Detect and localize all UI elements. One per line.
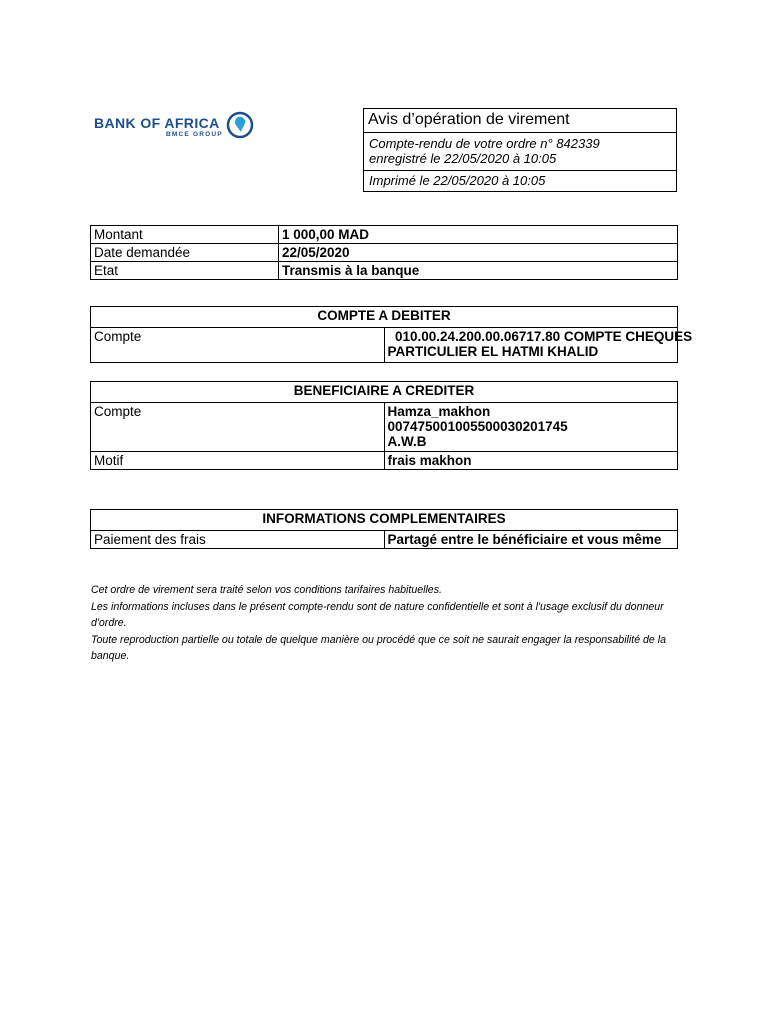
beneficiary-table (90, 381, 678, 470)
beneficiary-name: Hamza_makhon (387, 404, 491, 419)
table-row (91, 226, 678, 244)
order-number-line: Compte-rendu de votre ordre n° 842339 (369, 136, 600, 151)
status-label: Etat (91, 262, 279, 280)
order-registered-line: enregistré le 22/05/2020 à 10:05 (369, 151, 557, 166)
debit-account-label: Compte (91, 328, 385, 363)
table-row (91, 452, 678, 470)
fees-label: Paiement des frais (91, 531, 385, 549)
order-info (364, 133, 676, 171)
table-row (91, 244, 678, 262)
debit-account-table (90, 306, 693, 363)
bank-logo (94, 108, 264, 142)
motif-value: frais makhon (384, 452, 678, 470)
operation-header-box (363, 108, 677, 192)
summary-table (90, 225, 678, 280)
date-label: Date demandée (91, 244, 279, 262)
beneficiary-rib: 007475001005500030201745 (387, 419, 568, 434)
amount-label: Montant (91, 226, 279, 244)
logo-subtext: BMCE GROUP (166, 131, 223, 138)
printed-line: Imprimé le 22/05/2020 à 10:05 (369, 173, 546, 188)
note-text: Les informations incluses dans le présent compte-rendu sont de nature confidentielle et sont à l'usage exclusif du donneur d'ordre. (91, 600, 664, 629)
info-table (90, 509, 678, 549)
debit-account-line1: 010.00.24.200.00.06717.80 COMPTE CHEQUES (387, 329, 693, 344)
motif-label: Motif (91, 452, 385, 470)
debit-account-line2: PARTICULIER EL HATMI KHALID (387, 344, 599, 359)
fees-value: Partagé entre le bénéficiaire et vous même (384, 531, 678, 549)
logo-text: BANK OF AFRICA (94, 115, 220, 131)
table-row (91, 510, 678, 531)
globe-icon (226, 111, 254, 139)
status-value: Transmis à la banque (279, 262, 678, 280)
date-value: 22/05/2020 (279, 244, 678, 262)
document-title: Avis d’opération de virement (364, 109, 676, 133)
beneficiary-account-label: Compte (91, 403, 385, 452)
table-row (91, 328, 678, 363)
table-row (91, 262, 678, 280)
beneficiary-bank: A.W.B (387, 434, 427, 449)
table-row (91, 307, 678, 328)
table-row (91, 531, 678, 549)
table-row (91, 403, 678, 452)
note-text: Toute reproduction partielle ou totale de quelque manière ou procédé que ce soit ne saurait engager la responsabilité de la banque. (91, 633, 667, 662)
amount-value: 1 000,00 MAD (279, 226, 678, 244)
beneficiary-heading: BENEFICIAIRE A CREDITER (91, 382, 678, 403)
disclaimer-notes (91, 582, 681, 665)
note-text: Cet ordre de virement sera traité selon vos conditions tarifaires habituelles. (91, 584, 442, 596)
info-heading: INFORMATIONS COMPLEMENTAIRES (91, 510, 678, 531)
debit-account-value (384, 328, 693, 363)
beneficiary-account-value (384, 403, 678, 452)
debit-heading: COMPTE A DEBITER (91, 307, 678, 328)
table-row (91, 382, 678, 403)
